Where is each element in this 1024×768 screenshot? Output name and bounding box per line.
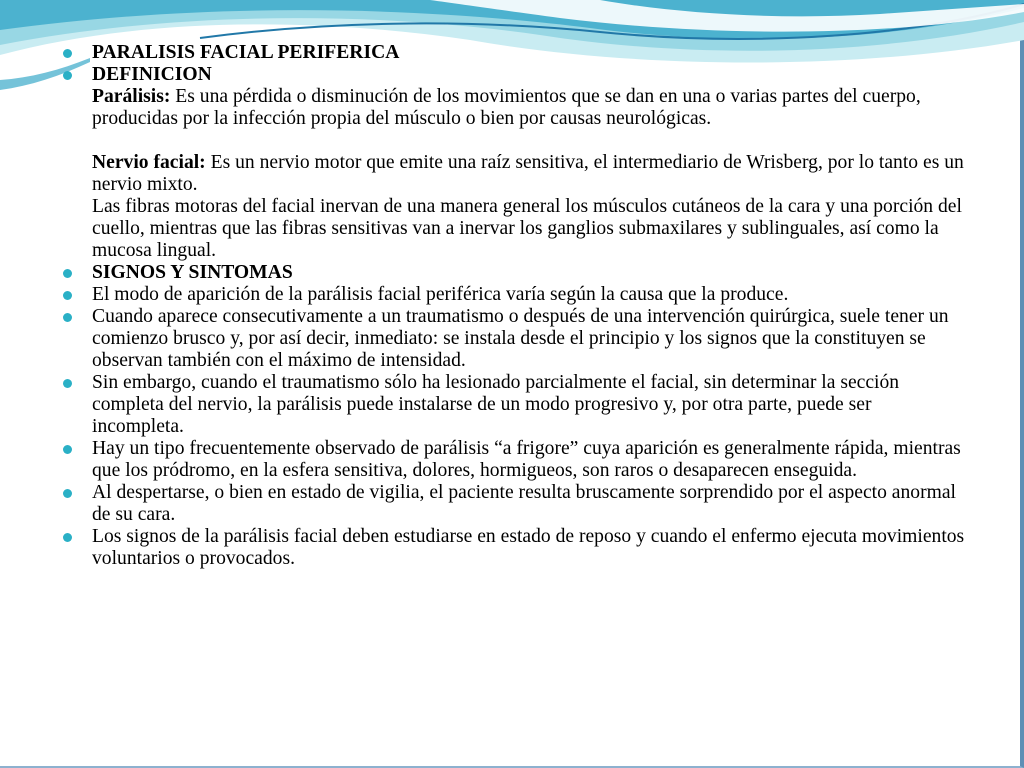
fibras-text: Las fibras motoras del facial inervan de una manera general los músculos cutáneos de la cara y una porción del cuello, mientras que las fibras sensitivas van a inervar los ganglios submaxilares y sublinguales, así como la mucosa lingual. [92, 196, 962, 261]
list-item: El modo de aparición de la parálisis facial periférica varía según la causa que la produce. [62, 284, 967, 306]
list-item: Hay un tipo frecuentemente observado de parálisis “a frigore” cuya aparición es generalmente rápida, mientras que los pródromo, en la esfera sensitiva, dolores, hormigueos, son raros o desaparecen enseguida. [62, 438, 967, 482]
slide-content [62, 42, 967, 570]
bullet-signos [62, 262, 967, 284]
bullet-title [62, 42, 967, 64]
list-item: Cuando aparece consecutivamente a un traumatismo o después de una intervención quirúrgica, suele tener un comienzo brusco y, por así decir, inmediato: se instala desde el principio y los signos que la constituyen se observan también con el máximo de intensidad. [62, 306, 967, 372]
definicion-heading: DEFINICION [92, 64, 212, 85]
list-item: Sin embargo, cuando el traumatismo sólo ha lesionado parcialmente el facial, sin determinar la sección completa del nervio, la parálisis puede instalarse de un modo progresivo y, por otra parte, puede ser incompleta. [62, 372, 967, 438]
list-item: Al despertarse, o bien en estado de vigilia, el paciente resulta bruscamente sorprendido por el aspecto anormal de su cara. [62, 482, 967, 526]
paralisis-text: Es una pérdida o disminución de los movimientos que se dan en una o varias partes del cuerpo, producidas por la infección propia del músculo o bien por causas neurológicas. [92, 86, 921, 129]
definition-spacer [92, 130, 967, 152]
nervio-text: Es un nervio motor que emite una raíz sensitiva, el intermediario de Wrisberg, por lo tanto es un nervio mixto. [92, 152, 964, 195]
paralisis-definition [92, 86, 967, 130]
nervio-definition [92, 152, 967, 196]
nervio-term: Nervio facial: [92, 152, 206, 173]
list-item: Los signos de la parálisis facial deben estudiarse en estado de reposo y cuando el enfermo ejecuta movimientos voluntarios o provocados. [62, 526, 967, 570]
slide-title: PARALISIS FACIAL PERIFERICA [92, 42, 400, 63]
paralisis-term: Parálisis: [92, 86, 171, 107]
bullet-definicion [62, 64, 967, 262]
signos-heading: SIGNOS Y SINTOMAS [92, 262, 293, 283]
